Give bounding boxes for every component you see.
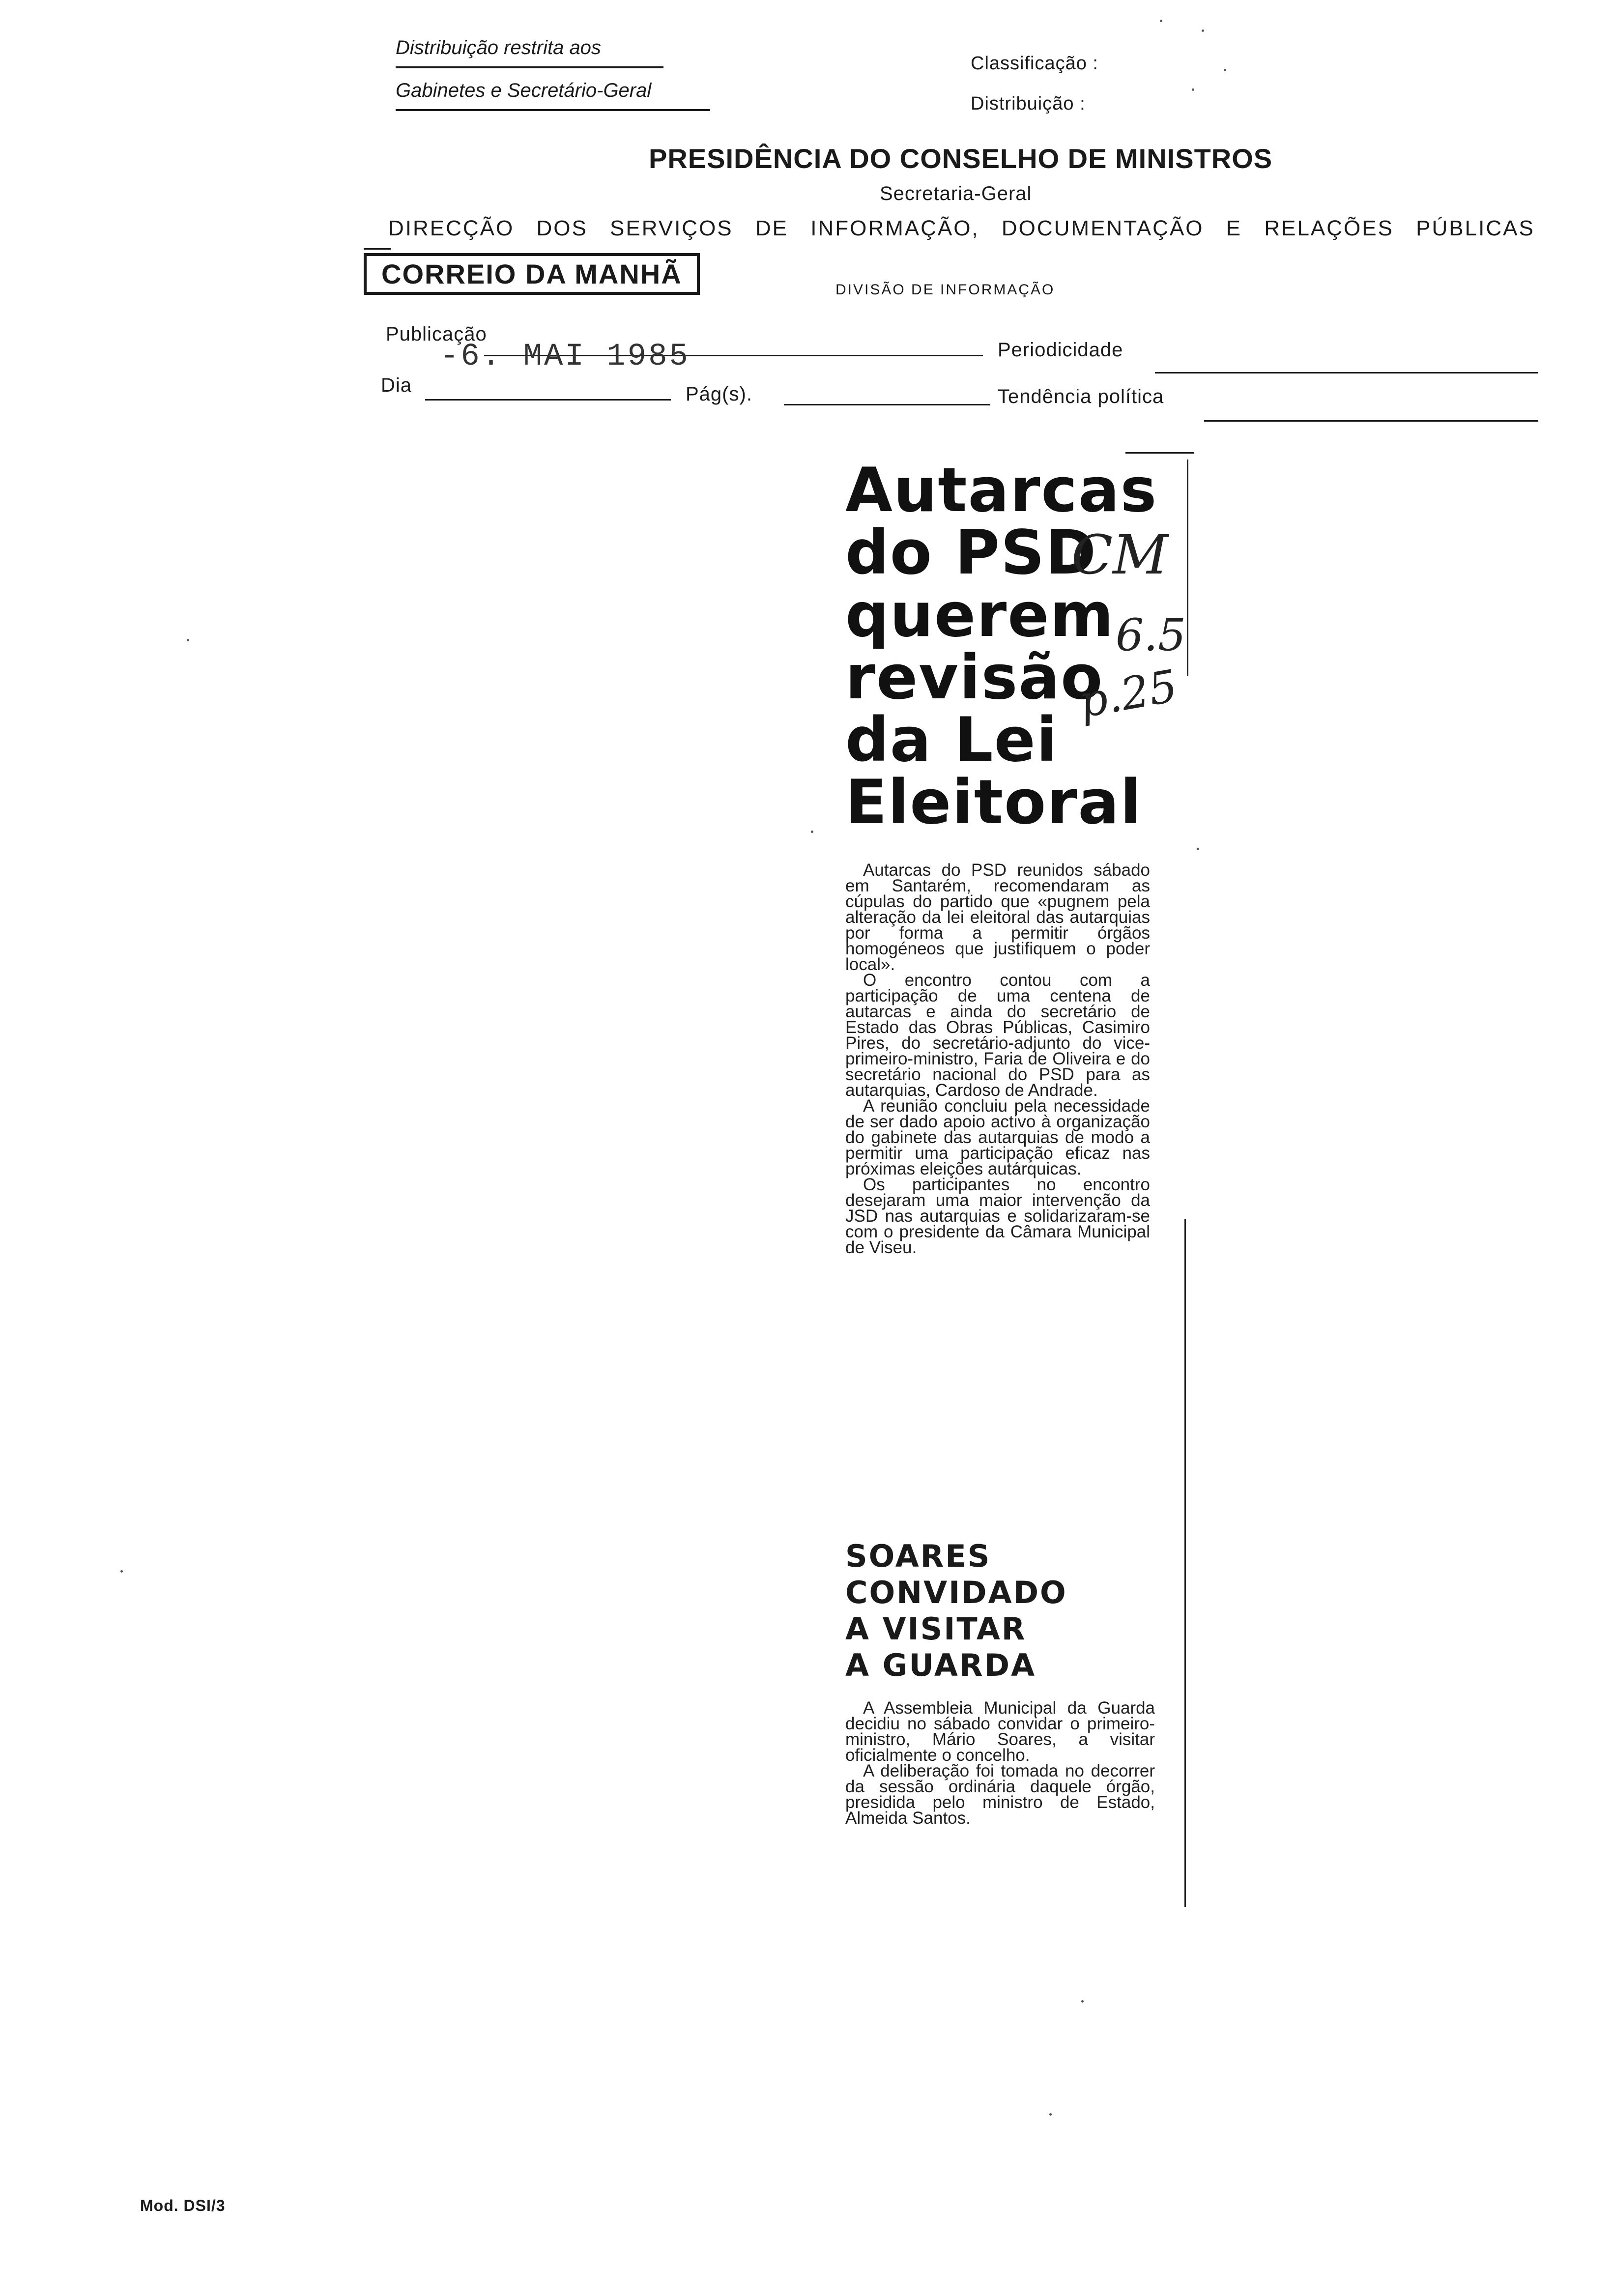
headline-line-1: Autarcas <box>845 455 1158 526</box>
column-top-rule <box>1125 452 1194 454</box>
second-article-paragraph-2: A deliberação foi tomada no decorrer da sessão ordinária daquele órgão, presidida pelo ministro de Estado, Almeida Santos. <box>845 1761 1155 1828</box>
classificacao-label: Classificação : <box>971 53 1098 74</box>
periodicidade-line <box>1155 372 1538 373</box>
restricted-distribution-line2: Gabinetes e Secretário-Geral <box>396 80 652 101</box>
scan-speck <box>811 831 813 833</box>
column-right-rule-lower <box>1184 1219 1186 1907</box>
article-paragraph-2: O encontro contou com a participação de uma centena de autarcas e ainda do secretário de Estado das Obras Públicas, Casimiro Pires, do secretário-adjunto do vice-primeiro-ministro, Faria de Oliveira e do secretário nacional do PSD para as autarquias, Cardoso de Andrade. <box>845 971 1150 1100</box>
scan-speck <box>1202 29 1204 32</box>
handwritten-page: p.25 <box>1075 660 1181 728</box>
second-article-headline <box>845 1538 1150 1684</box>
pags-label: Pág(s). <box>686 383 752 405</box>
publicacao-label: Publicação <box>386 323 487 345</box>
secretaria-geral: Secretaria-Geral <box>880 183 1032 204</box>
article-paragraph-3: A reunião concluiu pela necessidade de ser dado apoio activo à organização do gabinete das autarquias de modo a permitir uma participação eficaz nas próximas eleições autárquicas. <box>845 1096 1150 1178</box>
second-article-paragraph-1: A Assembleia Municipal da Guarda decidiu no sábado convidar o primeiro-ministro, Mário Soares, a visitar oficialmente o concelho. <box>845 1698 1155 1765</box>
dia-label: Dia <box>381 374 412 396</box>
scan-speck <box>1224 69 1226 71</box>
dia-line <box>425 399 671 401</box>
second-headline-line-3: A VISITAR <box>845 1611 1027 1647</box>
second-headline-line-2: CONVIDADO <box>845 1575 1067 1610</box>
scan-speck <box>1049 2113 1052 2116</box>
handwritten-date: 6.5 <box>1116 609 1186 661</box>
pags-line <box>784 404 990 405</box>
second-headline-line-1: SOARES <box>845 1538 991 1574</box>
page-title: PRESIDÊNCIA DO CONSELHO DE MINISTROS <box>649 143 1273 174</box>
model-number: Mod. DSI/3 <box>140 2197 226 2214</box>
tendencia-label: Tendência política <box>998 386 1164 407</box>
headline-line-6: Eleitoral <box>845 767 1142 838</box>
restricted-distribution-line1: Distribuição restrita aos <box>396 37 601 58</box>
scan-speck <box>120 1570 123 1573</box>
headline-line-2: do PSD <box>845 517 1097 588</box>
article-body <box>845 862 1150 1256</box>
periodicidade-label: Periodicidade <box>998 339 1123 361</box>
tendencia-line <box>1204 420 1538 422</box>
date-stamp: -6. MAI 1985 <box>440 339 690 374</box>
divisao-informacao: DIVISÃO DE INFORMAÇÃO <box>835 282 1055 298</box>
headline-line-3: querem <box>845 580 1115 651</box>
scan-speck <box>1197 848 1199 850</box>
second-headline-line-4: A GUARDA <box>845 1647 1036 1683</box>
article-paragraph-1: Autarcas do PSD reunidos sábado em Santarém, recomendaram as cúpulas do partido que «pugnem pela alteração da lei eleitoral das autarquias por forma a permitir órgãos homogéneos que justifiquem o poder local». <box>845 861 1150 974</box>
direccao-servicos: DIRECÇÃO DOS SERVIÇOS DE INFORMAÇÃO, DOCUMENTAÇÃO E RELAÇÕES PÚBLICAS <box>388 216 1535 240</box>
restricted-underline-1 <box>396 66 663 68</box>
scan-speck <box>1081 2000 1084 2003</box>
scan-speck <box>1160 20 1162 22</box>
publication-stamp: CORREIO DA MANHÃ <box>364 253 700 295</box>
distribuicao-label: Distribuição : <box>971 93 1086 114</box>
headline-line-5: da Lei <box>845 705 1059 775</box>
direccao-tick <box>364 248 391 250</box>
handwritten-cm: CM <box>1071 523 1168 586</box>
restricted-underline-2 <box>396 109 710 111</box>
second-article-body <box>845 1700 1155 1826</box>
scan-speck <box>187 639 189 641</box>
scan-speck <box>1192 88 1194 91</box>
headline-line-4: revisão <box>845 642 1104 713</box>
article-paragraph-4: Os participantes no encontro desejaram uma maior intervenção da JSD nas autarquias e solidarizaram-se com o presidente da Câmara Municipal de Viseu. <box>845 1175 1150 1257</box>
